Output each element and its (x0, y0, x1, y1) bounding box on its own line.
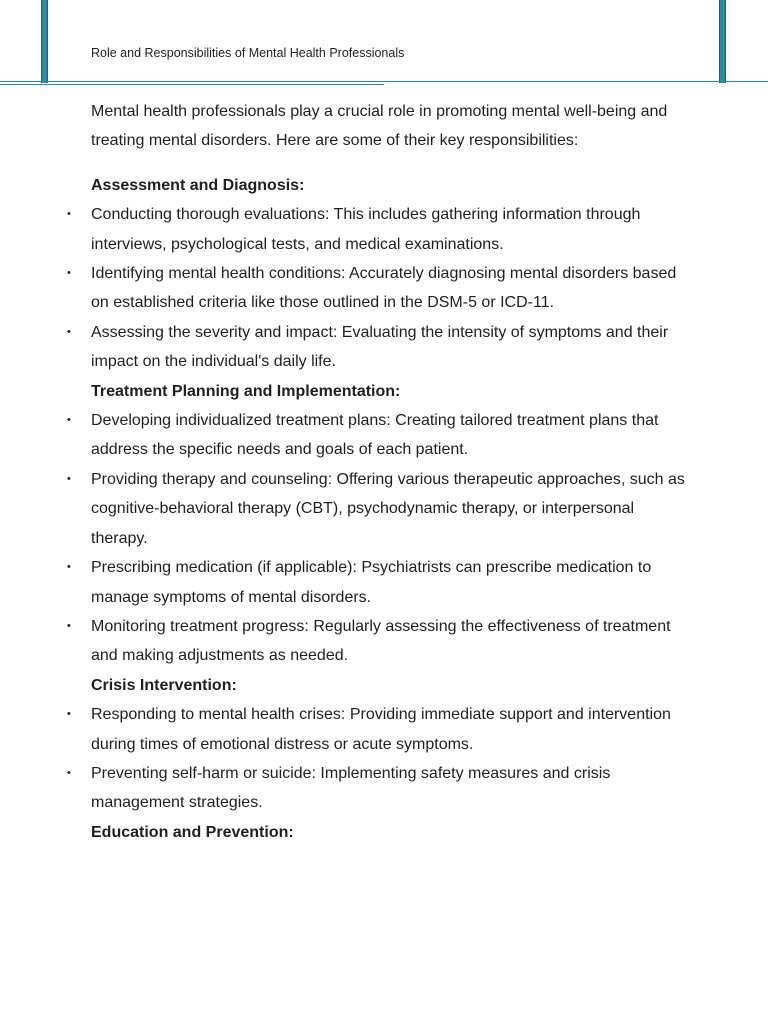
bullet-icon: • (67, 766, 71, 779)
list-item (67, 318, 691, 377)
document-body (67, 97, 691, 847)
list-item-text: Conducting thorough evaluations: This includes gathering information through interviews, psychological tests, and medical examinations. (91, 206, 641, 253)
list-item (67, 612, 691, 671)
intro-paragraph: Mental health professionals play a crucial role in promoting mental well-being and treating mental disorders. Here are some of their key responsibilities: (91, 103, 668, 150)
list-item-text: Responding to mental health crises: Providing immediate support and intervention during times of emotional distress or acute symptoms. (91, 706, 671, 753)
list-item (67, 406, 691, 465)
header-accent-bar-right (719, 0, 726, 83)
list-item (67, 200, 691, 259)
page-header-title: Role and Responsibilities of Mental Health Professionals (91, 46, 405, 60)
list-item (67, 465, 691, 553)
list-item-text: Monitoring treatment progress: Regularly assessing the effectiveness of treatment and making adjustments as needed. (91, 617, 671, 665)
bullet-icon: • (67, 267, 71, 280)
section-heading: Education and Prevention: (91, 823, 294, 841)
header-rule-top (0, 81, 768, 82)
header-rule-bottom (0, 84, 384, 85)
list-item-text: Assessing the severity and impact: Evaluating the intensity of symptoms and their impact on the individual's daily life. (91, 323, 669, 371)
list-item (67, 259, 691, 318)
bullet-icon: • (67, 619, 71, 632)
list-item (67, 759, 691, 818)
list-item-text: Identifying mental health conditions: Accurately diagnosing mental disorders based on established criteria like those outlined in the DSM-5 or ICD-11. (91, 265, 677, 312)
bullet-icon: • (67, 414, 71, 427)
bullet-list (67, 200, 691, 376)
section-heading: Assessment and Diagnosis: (91, 176, 305, 194)
bullet-icon: • (67, 561, 71, 574)
list-item-text: Preventing self-harm or suicide: Implementing safety measures and crisis management strategies. (91, 764, 611, 812)
section-heading: Crisis Intervention: (91, 676, 237, 694)
list-item-text: Developing individualized treatment plans: Creating tailored treatment plans that address the specific needs and goals of each patient. (91, 412, 659, 459)
bullet-icon: • (67, 325, 71, 338)
bullet-icon: • (67, 708, 71, 721)
header-accent-bar-left (41, 0, 48, 83)
list-item (67, 700, 691, 759)
bullet-list (67, 700, 691, 818)
list-item (67, 553, 691, 612)
bullet-icon: • (67, 472, 71, 485)
bullet-list (67, 406, 691, 671)
section-heading: Treatment Planning and Implementation: (91, 382, 401, 400)
list-item-text: Providing therapy and counseling: Offering various therapeutic approaches, such as cognitive-behavioral therapy (CBT), psychodynamic therapy, or interpersonal therapy. (91, 470, 685, 547)
bullet-icon: • (67, 208, 71, 221)
list-item-text: Prescribing medication (if applicable): Psychiatrists can prescribe medication to manage symptoms of mental disorders. (91, 559, 652, 606)
